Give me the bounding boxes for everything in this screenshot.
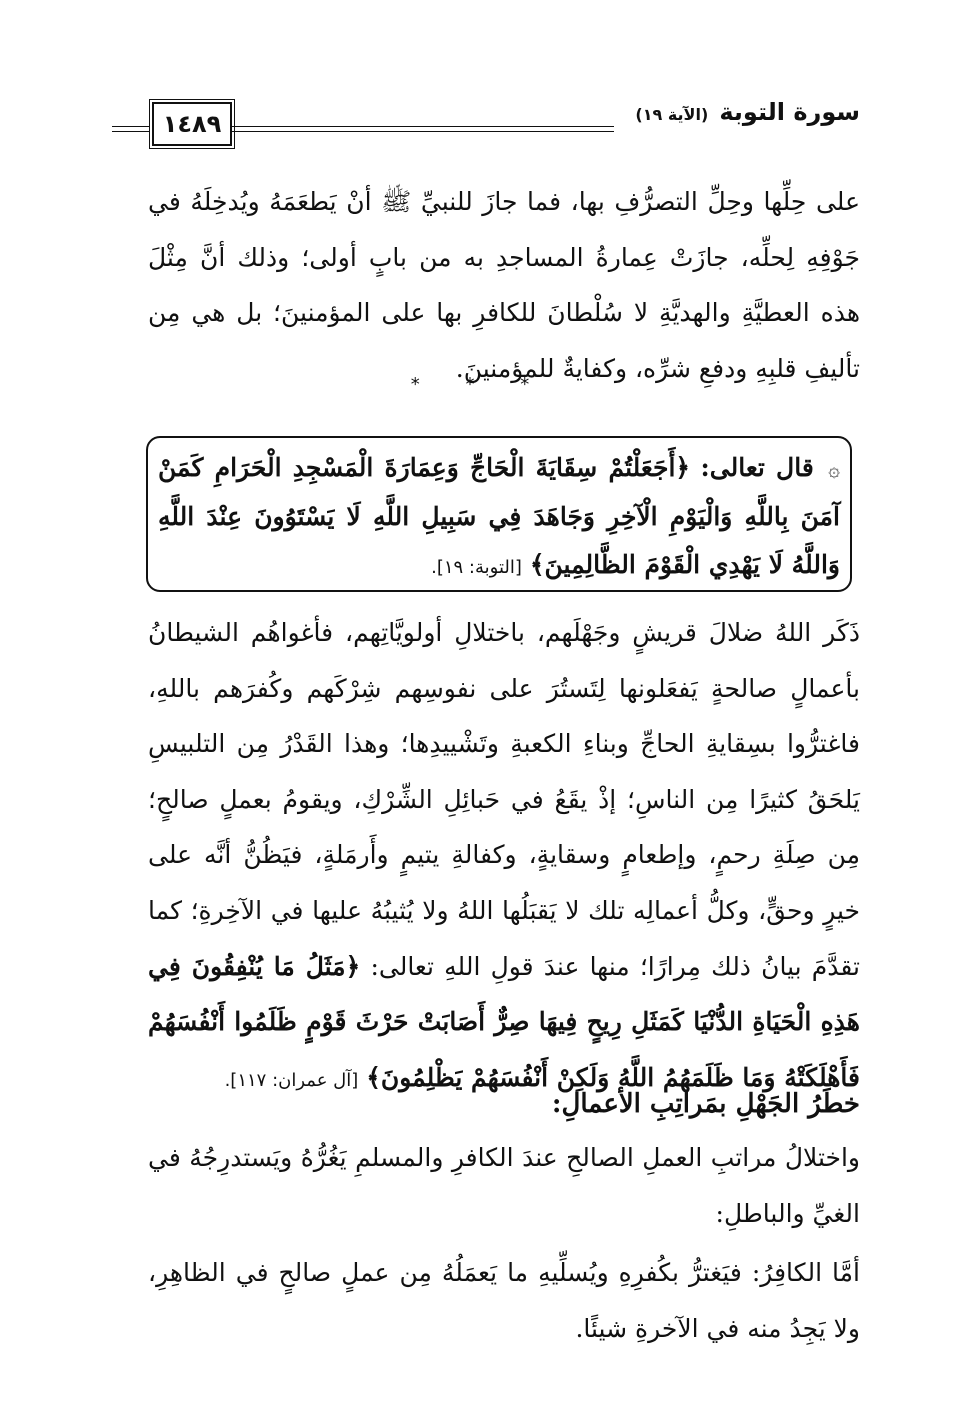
verse-label: (الآية ١٩) bbox=[635, 105, 709, 124]
quran-verse-text bbox=[158, 444, 840, 592]
sura-title: سورة التوبة bbox=[719, 98, 860, 126]
ornament-icon: ۞ bbox=[828, 457, 840, 481]
section-heading: خطَرُ الجَهْلِ بمَراتِبِ الأعمالِ: bbox=[551, 1089, 860, 1119]
quran-verse-box bbox=[146, 436, 852, 592]
quran-intro: قال تعالى: bbox=[700, 453, 814, 482]
paragraph-2-reference: [آل عمران: ١١٧]. bbox=[224, 1069, 359, 1091]
quran-ayah: ﴿أَجَعَلْتُمْ سِقَايَةَ الْحَاجِّ وَعِمَارَةَ الْمَسْجِدِ الْحَرَامِ كَمَنْ آمَنَ بِاللَّهِ وَالْيَوْمِ الْآخِرِ وَجَاهَدَ فِي سَبِيلِ اللَّهِ لَا يَسْتَوُونَ عِنْدَ اللَّهِ وَاللَّهُ لَا يَهْدِي الْقَوْمَ الظَّالِمِينَ﴾ bbox=[158, 453, 840, 579]
paragraph-4: أمَّا الكافِرُ: فيَغترُّ بكُفرِهِ ويُسلِّيهِ ما يَعمَلُهُ مِن عملٍ صالحٍ في الظاهِرِ، ولا يَجِدُ منه في الآخرةِ شيئًا. bbox=[148, 1258, 860, 1343]
page-number: ١٤٨٩ bbox=[152, 102, 232, 146]
paragraph-3: واختلالُ مراتبِ العملِ الصالحِ عندَ الكافرِ والمسلمِ يَغُرُّهُ ويَستدرِجُهُ في الغيِّ والباطلِ: bbox=[148, 1143, 860, 1228]
paragraph-2 bbox=[148, 605, 860, 1108]
header-rule-left bbox=[112, 126, 150, 132]
quran-reference: [التوبة: ١٩]. bbox=[431, 557, 522, 578]
section-separator: * * * bbox=[410, 374, 550, 395]
running-title bbox=[635, 98, 860, 126]
paragraph-2-text: ذَكَر اللهُ ضلالَ قريشٍ وجَهْلَهم، باختلالِ أولويَّاتِهم، فأغواهُم الشيطانُ بأعمالٍ صالحةٍ يَفعَلونها لِتَستُرَ على نفوسِهم شِرْكَهم وكُفرَهم باللهِ، فاغترُّوا بسِقايةِ الحاجِّ وبناءِ الكعبةِ وتَشْييدِها؛ وهذا القَدْرُ مِن التلبيسِ يَلحَقُ كثيرًا مِن الناسِ؛ إذْ يقَعُ في حَبائِلِ الشِّرْكِ، ويقومُ بعملٍ صالحٍ؛ مِن صِلَةِ رحمٍ، وإطعامٍ وسقايةٍ، وكفالةِ يتيمٍ وأَرمَلةٍ، فيَظُنُّ أنَّه على خيرٍ وحقٍّ، وكلُّ أعمالِه تلك لا يَقبَلُها اللهُ ولا يُثيبُهُ عليها في الآخِرةِ؛ كما تقدَّمَ بيانُ ذلك مِرارًا؛ منها عندَ قولِ اللهِ تعالى: bbox=[148, 618, 861, 981]
paragraph-1: على حِلِّها وحِلِّ التصرُّفِ بها، فما جازَ للنبيِّ ﷺ أنْ يَطعَمَهُ ويُدخِلَهُ في جَوْفِهِ لِحلِّه، جازَتْ عِمارةُ المساجدِ به من بابٍ أولى؛ وذلك أنَّ مِثْلَ هذه العطيَّةِ والهديَّةِ لا سُلْطانَ للكافرِ بها على المؤمنينَ؛ بل هي مِن تأليفِ قلبِهِ ودفعِ شرِّه، وكفايةٌ للمؤمنينَ. bbox=[148, 187, 860, 383]
paragraph-2-quote: ﴿مَثَلُ مَا يُنْفِقُونَ فِي هَذِهِ الْحَيَاةِ الدُّنْيَا كَمَثَلِ رِيحٍ فِيهَا صِرٌّ أَصَابَتْ حَرْثَ قَوْمٍ ظَلَمُوا أَنْفُسَهُمْ فَأَهْلَكَتْهُ وَمَا ظَلَمَهُمُ اللَّهُ وَلَكِنْ أَنْفُسَهُمْ يَظْلِمُونَ﴾ bbox=[148, 951, 860, 1092]
page-header bbox=[112, 98, 860, 148]
header-rule-right bbox=[230, 126, 614, 132]
